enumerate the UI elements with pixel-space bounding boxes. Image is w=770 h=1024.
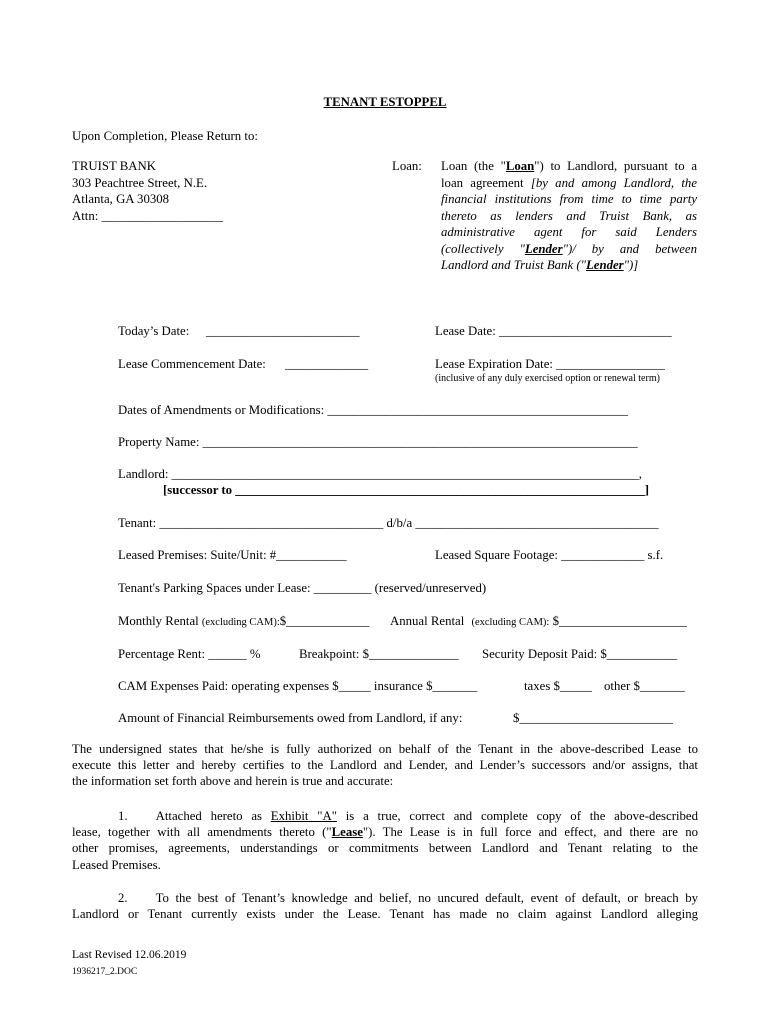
lease-date-field[interactable]: Lease Date: ___________________________ bbox=[435, 324, 672, 338]
paragraph-line: execute this letter and hereby certifies to the Landlord and Lender, and Lender’s successors and/or assigns, that bbox=[72, 758, 698, 773]
loan-line: thereto as lenders and Truist Bank, as bbox=[441, 208, 697, 223]
address-line-2: 303 Peachtree Street, N.E. bbox=[72, 175, 208, 190]
paragraph-line: 2. To the best of Tenant’s knowledge and belief, no uncured default, event of default, or breach by bbox=[118, 891, 698, 905]
document-title: TENANT ESTOPPEL bbox=[323, 95, 447, 109]
loan-line: (collectively "Lender")/ by and between bbox=[441, 241, 697, 256]
landlord-field[interactable]: Landlord: _________________________________________________________________________, bbox=[118, 467, 642, 481]
paragraph-line: Leased Premises. bbox=[72, 857, 161, 872]
return-to-label: Upon Completion, Please Return to: bbox=[72, 129, 258, 143]
parking-field[interactable]: Tenant's Parking Spaces under Lease: _________ (reserved/unreserved) bbox=[118, 581, 487, 595]
successor-field[interactable]: [successor to ________________________________________________________________] bbox=[163, 483, 650, 497]
paragraph-line: the information set forth above and herein is true and accurate: bbox=[72, 774, 394, 789]
annual-rental-field[interactable] bbox=[390, 613, 687, 631]
paragraph-2 bbox=[72, 890, 698, 922]
commencement-field[interactable]: _____________ bbox=[285, 357, 369, 371]
cam-expenses-field[interactable]: CAM Expenses Paid: operating expenses $_____ insurance $_______ bbox=[118, 679, 478, 693]
monthly-rental-line[interactable]: $_____________ bbox=[279, 614, 370, 628]
commencement-label: Lease Commencement Date: bbox=[118, 357, 266, 371]
paragraph-line: The undersigned states that he/she is fully authorized on behalf of the Tenant in the above-described Lease to bbox=[72, 742, 698, 756]
loan-line: Loan (the "Loan") to Landlord, pursuant to a bbox=[441, 159, 698, 173]
paragraph-line: Landlord or Tenant currently exists under the Lease. Tenant has made no claim against Landlord alleging bbox=[72, 907, 698, 922]
breakpoint-field[interactable]: Breakpoint: $______________ bbox=[299, 647, 459, 661]
taxes-field[interactable]: taxes $_____ bbox=[524, 679, 592, 693]
property-name-field[interactable]: Property Name: ____________________________________________________________________ bbox=[118, 435, 638, 449]
loan-line: administrative agent for said Lenders bbox=[441, 225, 697, 239]
annual-excl-note: (excluding CAM): bbox=[471, 617, 550, 628]
monthly-excl-note: (excluding CAM): bbox=[201, 617, 280, 628]
reimbursements-label: Amount of Financial Reimbursements owed from Landlord, if any: bbox=[118, 711, 463, 725]
loan-line: Landlord and Truist Bank ("Lender")] bbox=[441, 258, 639, 272]
address-line-1: TRUIST BANK bbox=[72, 159, 157, 173]
address-line-3: Atlanta, GA 30308 bbox=[72, 192, 170, 206]
paragraph-line: other promises, agreements, understandings or commitments between Landlord and Tenant relating to the bbox=[72, 841, 698, 856]
footer-doc-id: 1936217_2.DOC bbox=[72, 967, 138, 977]
footer-revised: Last Revised 12.06.2019 bbox=[72, 949, 187, 961]
todays-date-label: Today’s Date: bbox=[118, 324, 190, 338]
leased-premises-field[interactable]: Leased Premises: Suite/Unit: #___________ bbox=[118, 548, 347, 562]
monthly-rental-label: Monthly Rental bbox=[118, 614, 199, 628]
loan-label: Loan: bbox=[392, 159, 422, 173]
loan-line: loan agreement [by and among Landlord, the bbox=[441, 175, 698, 190]
todays-date-field[interactable]: ________________________ bbox=[206, 324, 360, 338]
reimbursements-field[interactable]: $________________________ bbox=[513, 711, 673, 725]
annual-rental-line[interactable]: $____________________ bbox=[552, 614, 687, 628]
expiration-note: (inclusive of any duly exercised option or renewal term) bbox=[435, 373, 660, 384]
percentage-rent-field[interactable]: Percentage Rent: ______ % bbox=[118, 647, 261, 661]
return-address bbox=[72, 158, 223, 224]
tenant-field[interactable]: Tenant: ___________________________________ d/b/a ______________________________________ bbox=[118, 516, 659, 530]
security-deposit-field[interactable]: Security Deposit Paid: $___________ bbox=[482, 647, 678, 661]
expiration-field[interactable]: Lease Expiration Date: _________________ bbox=[435, 357, 665, 371]
loan-line: financial institutions from time to time party bbox=[441, 192, 697, 206]
square-footage-field[interactable]: Leased Square Footage: _____________ s.f. bbox=[435, 548, 664, 562]
intro-paragraph bbox=[72, 741, 698, 790]
paragraph-number: 2. bbox=[118, 891, 128, 905]
monthly-rental-field[interactable] bbox=[118, 613, 369, 631]
amendments-field[interactable]: Dates of Amendments or Modifications: _______________________________________________ bbox=[118, 403, 629, 417]
paragraph-number: 1. bbox=[118, 809, 128, 823]
exhibit-a-reference: Exhibit "A" bbox=[270, 809, 337, 823]
paragraph-line: lease, together with all amendments thereto ("Lease"). The Lease is in full force and effect, and there are no bbox=[72, 825, 698, 840]
other-field[interactable]: other $_______ bbox=[604, 679, 685, 693]
paragraph-line: 1. Attached hereto as Exhibit "A" is a true, correct and complete copy of the above-described bbox=[118, 809, 699, 823]
address-attn: Attn: ___________________ bbox=[72, 208, 224, 223]
annual-rental-label: Annual Rental bbox=[390, 614, 465, 628]
paragraph-1 bbox=[72, 808, 698, 873]
loan-description bbox=[441, 158, 697, 274]
